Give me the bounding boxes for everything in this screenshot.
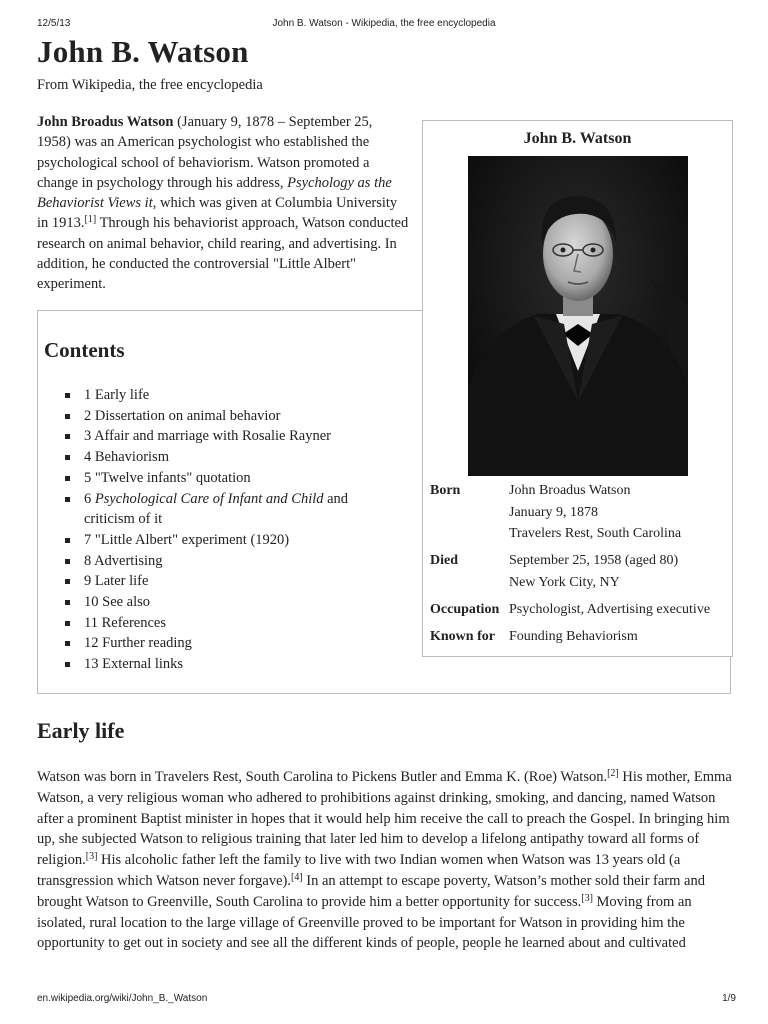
known-for-label: Known for xyxy=(430,629,495,644)
occupation-value: Psychologist, Advertising executive xyxy=(509,602,711,617)
citation-link[interactable]: [1] xyxy=(84,214,97,226)
toc-item[interactable]: 12 Further reading xyxy=(65,633,395,654)
toc-item[interactable]: 3 Affair and marriage with Rosalie Rayner xyxy=(65,426,395,447)
died-value: September 25, 1958 (aged 80) New York City, NY xyxy=(509,553,679,590)
infobox xyxy=(422,120,733,657)
occupation-label: Occupation xyxy=(430,602,500,617)
intro-paragraph: John Broadus Watson (January 9, 1878 – September 25, 1958) was an American psychologist who established the psychological school of behaviorism. Watson promoted a change in psychology through his address, Psychology as the Behaviorist Views it, which was given at Columbia University in 1913.[1] Through his behaviorist approach, Watson conducted research on animal behavior, child rearing, and advertising. In addition, he conducted the controversial "Little Albert" experiment. xyxy=(37,114,409,293)
print-date: 12/5/13 xyxy=(37,18,71,29)
born-value: John Broadus Watson January 9, 1878 Travelers Rest, South Carolina xyxy=(509,483,682,541)
toc-list xyxy=(65,385,395,675)
toc-heading: Contents xyxy=(44,338,125,362)
citation-link[interactable]: [4] xyxy=(291,871,303,883)
citation-link[interactable]: [3] xyxy=(581,892,593,904)
toc-item[interactable]: 6 Psychological Care of Infant and Child and criticism of it xyxy=(65,489,395,530)
born-label: Born xyxy=(430,483,461,498)
infobox-title: John B. Watson xyxy=(523,130,632,147)
page-number: 1/9 xyxy=(722,993,736,1004)
toc-item[interactable]: 5 "Twelve infants" quotation xyxy=(65,468,395,489)
died-label: Died xyxy=(430,553,458,568)
print-title: John B. Watson - Wikipedia, the free encyclopedia xyxy=(272,18,496,29)
article-subtitle: From Wikipedia, the free encyclopedia xyxy=(37,77,263,93)
toc-item[interactable]: 4 Behaviorism xyxy=(65,447,395,468)
address-title: Psychology as the Behaviorist Views it xyxy=(37,174,392,212)
toc-item[interactable]: 2 Dissertation on animal behavior xyxy=(65,406,395,427)
section-heading-early-life: Early life xyxy=(37,718,125,743)
portrait-photo[interactable] xyxy=(468,156,688,476)
toc-item[interactable]: 11 References xyxy=(65,613,395,634)
toc-item[interactable]: 1 Early life xyxy=(65,385,395,406)
known-for-value[interactable]: Founding Behaviorism xyxy=(509,629,638,644)
citation-link[interactable]: [2] xyxy=(607,768,619,779)
article-title: John B. Watson xyxy=(37,34,249,69)
toc-item[interactable]: 13 External links xyxy=(65,654,395,675)
early-life-paragraph: Watson was born in Travelers Rest, South Carolina to Pickens Butler and Emma K. (Roe) Watson.[2] His mother, Emma Watson, a very religious woman who adhered to prohibitions against drinking, smoking, and dancing, named Watson after a prominent Baptist minister in hopes that it would help him receive the call to preach the Gospel. In bringing him up, she subjected Watson to religious training that later led him to develop a lifelong antipathy toward all forms of religion.[3] His alcoholic father left the family to live with two Indian women when Watson was 13 years old (a transgression which Watson never forgave).[4] In an attempt to escape poverty, Watson’s mother sold their farm and brought Watson to Greenville, South Carolina to provide him a better opportunity for success.[3] Moving from an isolated, rural location to the large village of Greenville proved to be important for Watson in providing him the opportunity to get out in society and see all the different kinds of people, people he learned about and cultivated xyxy=(37,768,732,952)
print-url: en.wikipedia.org/wiki/John_B._Watson xyxy=(37,993,208,1004)
toc-item[interactable]: 10 See also xyxy=(65,592,395,613)
toc-item[interactable]: 9 Later life xyxy=(65,571,395,592)
citation-link[interactable]: [3] xyxy=(85,851,98,863)
portrait-illustration xyxy=(468,156,688,476)
subject-name: John Broadus Watson xyxy=(37,114,174,130)
toc-item[interactable]: 7 "Little Albert" experiment (1920) xyxy=(65,530,395,551)
toc-item[interactable]: 8 Advertising xyxy=(65,551,395,572)
